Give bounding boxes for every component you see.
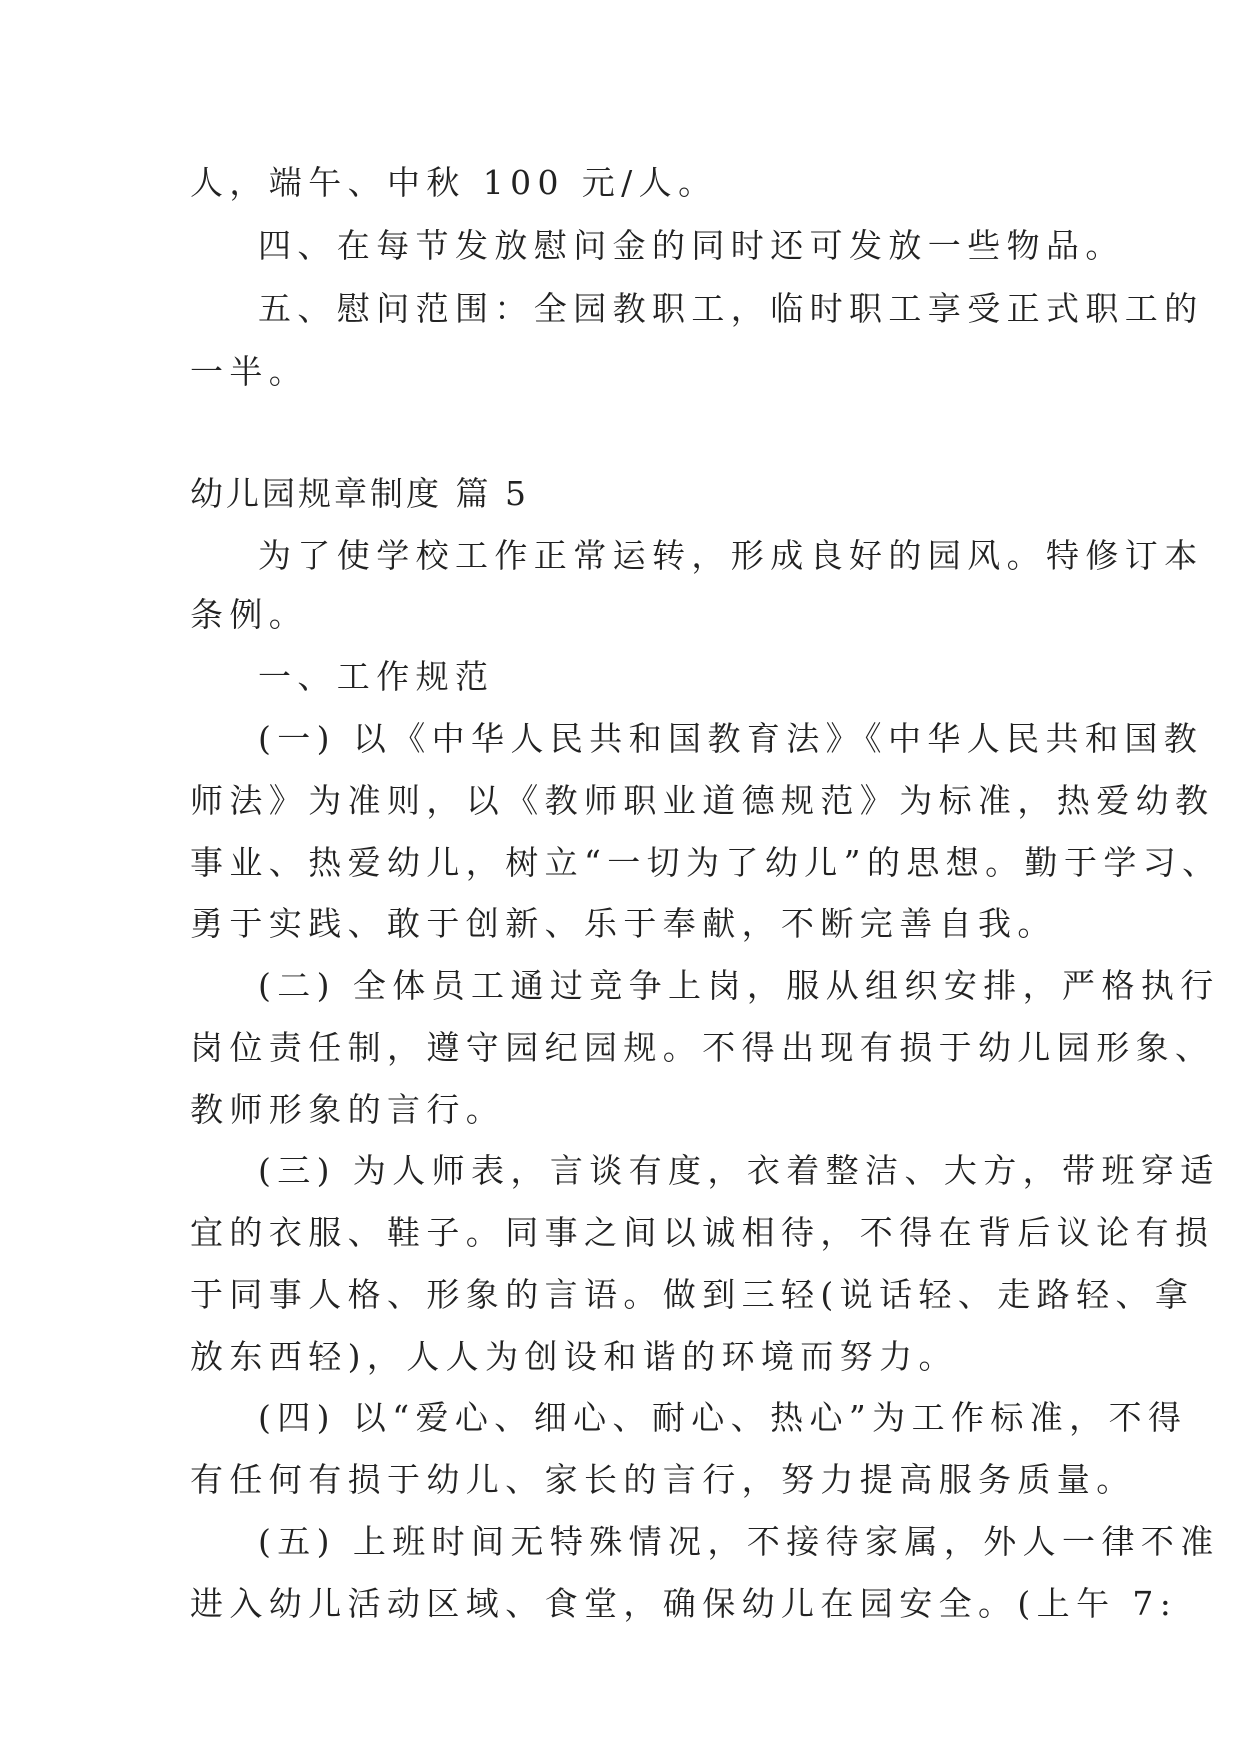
text-line: (四) 以“爱心、细心、耐心、热心”为工作标准，不得 bbox=[258, 1398, 1188, 1437]
text-line: 于同事人格、形象的言语。做到三轻(说话轻、走路轻、拿 bbox=[190, 1275, 1195, 1314]
text-line: 一、工作规范 bbox=[258, 657, 495, 696]
text-line: 进入幼儿活动区域、食堂，确保幼儿在园安全。(上午 7: bbox=[190, 1584, 1178, 1623]
text-line: 师法》为准则，以《教师职业道德规范》为标准，热爱幼教 bbox=[190, 781, 1215, 820]
text-line: 放东西轻)，人人为创设和谐的环境而努力。 bbox=[190, 1337, 958, 1376]
text-line: 宜的衣服、鞋子。同事之间以诚相待，不得在背后议论有损 bbox=[190, 1213, 1215, 1252]
text-line: 四、在每节发放慰问金的同时还可发放一些物品。 bbox=[258, 226, 1125, 265]
text-line: 有任何有损于幼儿、家长的言行，努力提高服务质量。 bbox=[190, 1460, 1136, 1499]
text-line: 五、慰问范围：全园教职工，临时职工享受正式职工的 bbox=[258, 289, 1204, 328]
text-line: 一半。 bbox=[190, 352, 309, 391]
text-line: 条例。 bbox=[190, 595, 309, 634]
text-line: 岗位责任制，遵守园纪园规。不得出现有损于幼儿园形象、 bbox=[190, 1028, 1215, 1067]
text-line: (五) 上班时间无特殊情况，不接待家属，外人一律不准 bbox=[258, 1522, 1220, 1561]
section-heading: 幼儿园规章制度 篇 5 bbox=[190, 474, 529, 513]
text-line: 教师形象的言行。 bbox=[190, 1090, 506, 1129]
text-line: (一) 以《中华人民共和国教育法》《中华人民共和国教 bbox=[258, 719, 1204, 758]
text-line: 为了使学校工作正常运转，形成良好的园风。特修订本 bbox=[258, 536, 1204, 575]
text-line: 勇于实践、敢于创新、乐于奉献，不断完善自我。 bbox=[190, 904, 1057, 943]
text-line: 事业、热爱幼儿，树立“一切为了幼儿”的思想。勤于学习、 bbox=[190, 843, 1222, 882]
text-line: (三) 为人师表，言谈有度，衣着整洁、大方，带班穿适 bbox=[258, 1151, 1220, 1190]
text-line: 人，端午、中秋 100 元/人。 bbox=[190, 163, 718, 202]
text-line: (二) 全体员工通过竞争上岗，服从组织安排，严格执行 bbox=[258, 966, 1220, 1005]
